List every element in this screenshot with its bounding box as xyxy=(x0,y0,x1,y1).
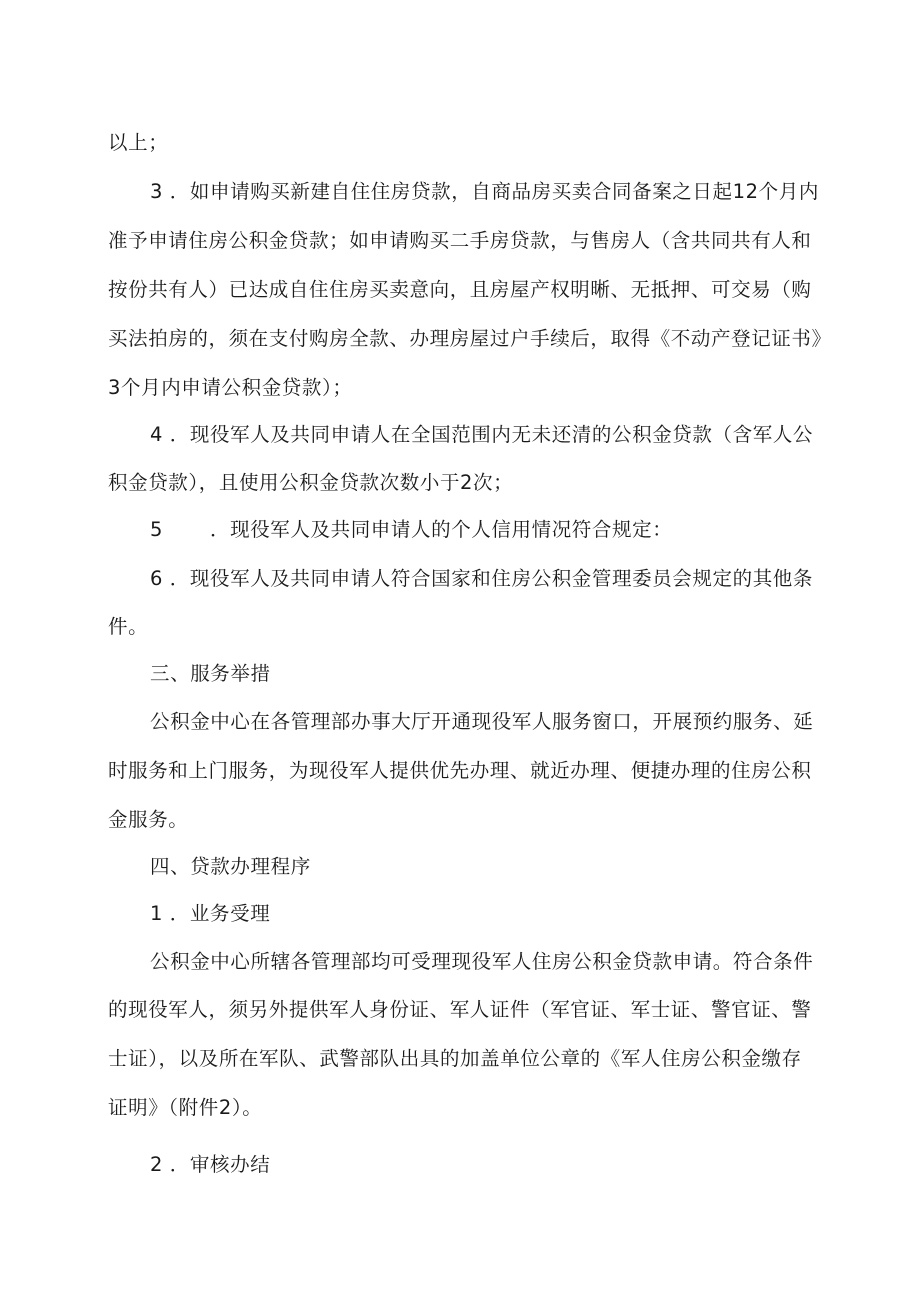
subsection-heading: 1 ．业务受理 xyxy=(150,902,271,925)
text-line: 6 ．现役军人及共同申请人符合国家和住房公积金管理委员会规定的其他条 xyxy=(150,567,814,590)
text-line: 件。 xyxy=(108,615,149,638)
section-heading: 三、服务举措 xyxy=(150,662,271,685)
subsection-heading: 2 ．审核办结 xyxy=(150,1153,271,1176)
text-line: 买法拍房的，须在支付购房全款、办理房屋过户手续后，取得《不动产登记证书》 xyxy=(108,327,832,350)
text-line: 积金贷款），且使用公积金贷款次数小于2次； xyxy=(108,471,514,494)
text-line: 公积金中心所辖各管理部均可受理现役军人住房公积金贷款申请。符合条件 xyxy=(150,950,814,973)
text-line: 以上； xyxy=(108,131,169,154)
text-line: 士证），以及所在军队、武警部队出具的加盖单位公章的《军人住房公积金缴存 xyxy=(108,1047,802,1070)
text-line: 按份共有人）已达成自住住房买卖意向，且房屋产权明晰、无抵押、可交易（购 xyxy=(108,278,812,301)
text-line: 公积金中心在各管理部办事大厅开通现役军人服务窗口，开展预约服务、延 xyxy=(150,710,814,733)
text-line: 4 ．现役军人及共同申请人在全国范围内无未还清的公积金贷款（含军人公 xyxy=(150,423,814,446)
text-line: 3 ．如申请购买新建自住住房贷款，自商品房买卖合同备案之日起12个月内 xyxy=(150,180,819,203)
text-line: 3个月内申请公积金贷款）； xyxy=(108,376,353,399)
text-line: 证明》（附件2）。 xyxy=(108,1096,263,1119)
text-line: 金服务。 xyxy=(108,808,189,831)
section-heading: 四、贷款办理程序 xyxy=(150,855,311,878)
text-line: 准予申请住房公积金贷款；如申请购买二手房贷款，与售房人（含共同共有人和 xyxy=(108,229,812,252)
text-line: 5 ．现役军人及共同申请人的个人信用情况符合规定： xyxy=(150,518,673,541)
text-line: 的现役军人，须另外提供军人身份证、军人证件（军官证、军士证、警官证、警 xyxy=(108,998,812,1021)
text-line: 时服务和上门服务，为现役军人提供优先办理、就近办理、便捷办理的住房公积 xyxy=(108,759,812,782)
